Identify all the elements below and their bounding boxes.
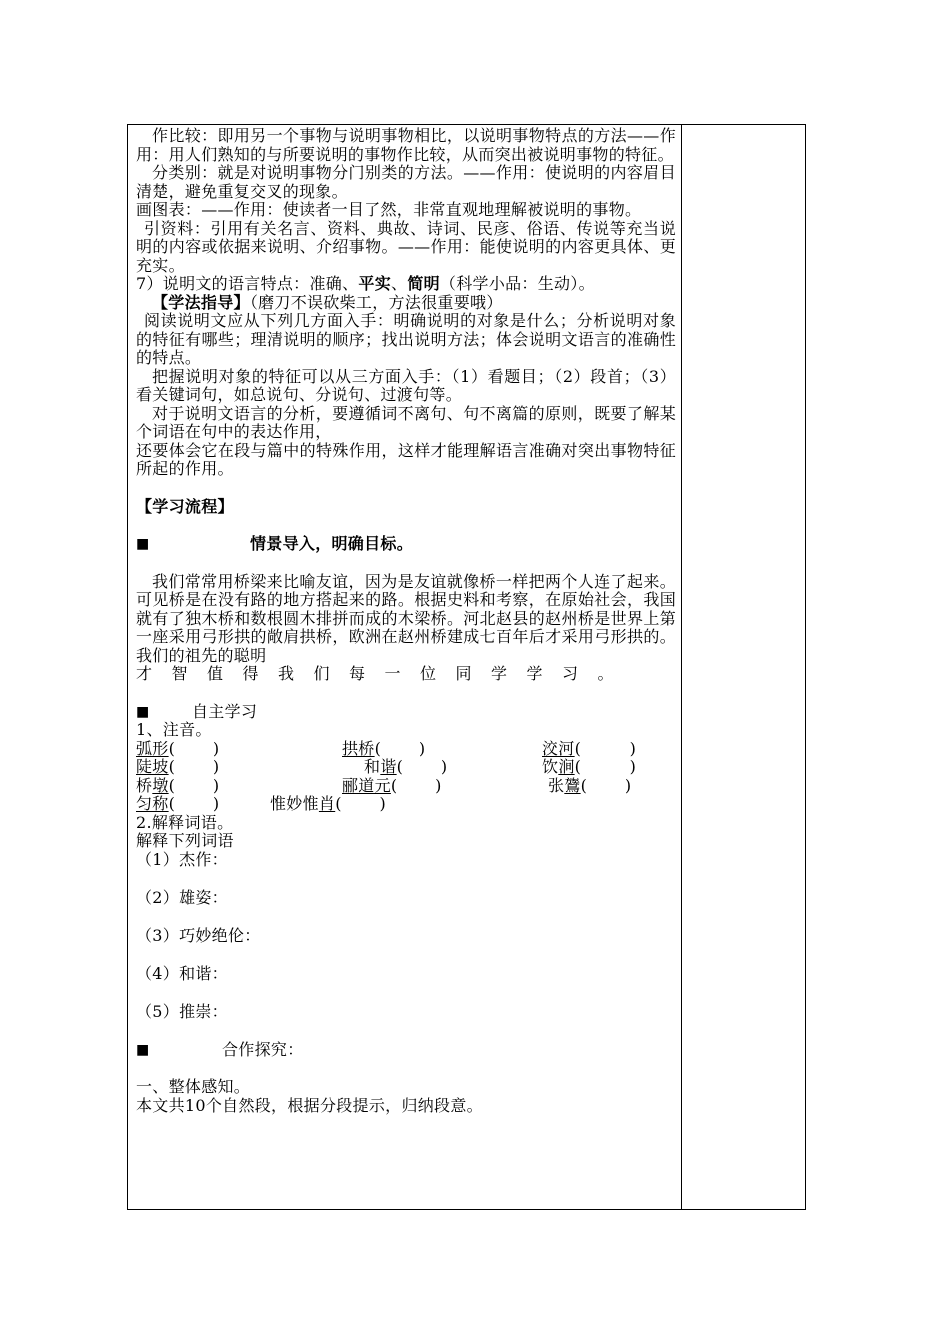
- question-1: （1）杰作：: [136, 849, 228, 869]
- spacer: [136, 516, 676, 535]
- spacer: [136, 1059, 676, 1078]
- lang-e: （科学小品：生动）。: [439, 274, 595, 293]
- pinyin-row-2: [136, 758, 676, 777]
- pinyin-row-3: [136, 777, 676, 796]
- text-chart: 画图表：——作用：使读者一目了然，非常直观地理解被说明的事物。: [136, 200, 642, 219]
- word: 肖: [318, 794, 336, 813]
- section-coop-title: 合作探究：: [222, 1039, 304, 1059]
- blank: ( ): [574, 757, 637, 776]
- word-item: [342, 758, 542, 777]
- word-item: [342, 777, 542, 796]
- method-heading: [136, 294, 676, 313]
- word: 郦道元: [342, 775, 391, 795]
- word-item: [136, 777, 342, 796]
- word: 陡坡: [136, 757, 169, 776]
- word: 墩: [152, 775, 169, 795]
- method-title: 【学法指导】: [152, 292, 250, 312]
- section-intro-heading: [136, 535, 676, 554]
- lang-b: 平实: [358, 274, 391, 293]
- bullet-icon: ■: [136, 703, 150, 720]
- intro-last-line: 才智值得我们每一位同学学习。: [136, 664, 634, 683]
- word: 鷟: [564, 775, 581, 795]
- blank: ( ): [168, 757, 220, 776]
- blank: ( ): [374, 738, 426, 758]
- method-p2: 把握说明对象的特征可以从三方面入手：（1）看题目；（2）段首；（3）看关键词句，如总说句、分说句、过渡句等。: [136, 366, 676, 404]
- section-self-study-title: 自主学习: [192, 701, 258, 721]
- word: 弧形: [136, 738, 169, 758]
- word-prefix: 饮: [542, 757, 559, 776]
- method-p3a: 对于说明文语言的分析，要遵循词不离句、句不离篇的原则，既要了解某个词语在句中的表达作用，: [136, 403, 676, 441]
- pinyin-row-4: [136, 795, 676, 814]
- pinyin-heading: 1、注音。: [136, 720, 212, 739]
- blank: ( ): [390, 775, 442, 795]
- explain-heading: 2.解释词语。: [136, 812, 234, 832]
- blank: ( ): [168, 794, 220, 813]
- bullet-icon: ■: [136, 1041, 150, 1058]
- word-prefix: 桥: [136, 775, 153, 795]
- word-item: [136, 795, 270, 814]
- question-2: （2）雄姿：: [136, 887, 228, 907]
- column-divider: [681, 125, 682, 1209]
- question-4: （4）和谐：: [136, 963, 228, 983]
- word: 拱桥: [342, 738, 375, 758]
- overall-instruction: 本文共10个自然段，根据分段提示，归纳段意。: [136, 1095, 483, 1115]
- flow-title: 【学习流程】: [136, 496, 234, 516]
- word-item: [342, 740, 542, 759]
- word-item: [542, 758, 636, 777]
- text-quote: 引资料：引用有关名言、资料、典故、诗词、民彦、俗语、传说等充当说明的内容或依据来说明、介绍事物。——作用：能使说明的内容更具体、更充实。: [136, 218, 676, 275]
- spacer: [136, 554, 676, 573]
- word: 洨河: [542, 738, 575, 758]
- blank: ( ): [396, 757, 448, 776]
- section-self-study-heading: [136, 703, 676, 722]
- blank: ( ): [168, 738, 220, 758]
- method-p3b: 还要体会它在段与篇中的特殊作用，这样才能理解语言准确对突出事物特征所起的作用。: [136, 440, 676, 478]
- intro-text: 我们常常用桥梁来比喻友谊，因为是友谊就像桥一样把两个人连了起来。可见桥是在没有路的地方搭起来的路。根据史料和考察，在原始社会，我国就有了独木桥和数根圆木排拼而成的木梁桥。河北赵县的赵州桥是世界上第一座采用弓形拱的敞肩拱桥，欧洲在赵州桥建成七百年后才采用弓形拱的。我们的祖先的聪明: [136, 571, 676, 665]
- explain-instruction: 解释下列词语: [136, 831, 234, 850]
- question-5: （5）推崇：: [136, 1001, 228, 1021]
- text-language: [136, 275, 676, 294]
- method-p1: 阅读说明文应从下列几方面入手：明确说明的对象是什么；分析说明对象的特征有哪些；理清说明的顺序；找出说明方法；体会说明文语言的准确性的特点。: [136, 311, 676, 367]
- word: 涧: [558, 757, 575, 776]
- lang-a: 7）说明文的语言特点：准确、: [136, 274, 359, 293]
- text-classify: 分类别：就是对说明事物分门别类的方法。——作用：使说明的内容眉目清楚，避免重复交叉的现象。: [136, 163, 676, 201]
- spacer: [136, 684, 676, 703]
- question-3: （3）巧妙绝伦：: [136, 925, 261, 945]
- blank: ( ): [335, 794, 387, 813]
- blank: ( ): [574, 738, 637, 758]
- main-cell: [136, 127, 676, 1115]
- worksheet-table: [127, 124, 806, 1210]
- word-item: [270, 795, 386, 814]
- text-compare: 作比较：即用另一个事物与说明事物相比，以说明事物特点的方法——作用：用人们熟知的与所要说明的事物作比较，从而突出被说明事物的特征。: [136, 126, 676, 164]
- blank: ( ): [580, 775, 632, 795]
- overall-heading: 一、整体感知。: [136, 1077, 251, 1096]
- section-coop-heading: [136, 1041, 676, 1060]
- word-item: [542, 740, 636, 759]
- word: 匀称: [136, 794, 169, 813]
- spacer: [136, 479, 676, 498]
- word-prefix: 张: [548, 775, 565, 795]
- lang-d: 简明: [407, 274, 440, 293]
- section-intro-title: 情景导入，明确目标。: [250, 534, 414, 553]
- lang-c: 、: [391, 274, 408, 293]
- word-item: [136, 758, 342, 777]
- word-prefix: 和: [364, 757, 381, 776]
- word-item: [542, 777, 631, 796]
- word: 谐: [380, 757, 397, 776]
- blank: ( ): [168, 775, 220, 795]
- method-note: （磨刀不误砍柴工，方法很重要哦）: [249, 292, 503, 312]
- pinyin-row-1: [136, 740, 676, 759]
- word-item: [136, 740, 342, 759]
- bullet-icon: ■: [136, 536, 150, 552]
- word-prefix: 惟妙惟: [270, 794, 319, 813]
